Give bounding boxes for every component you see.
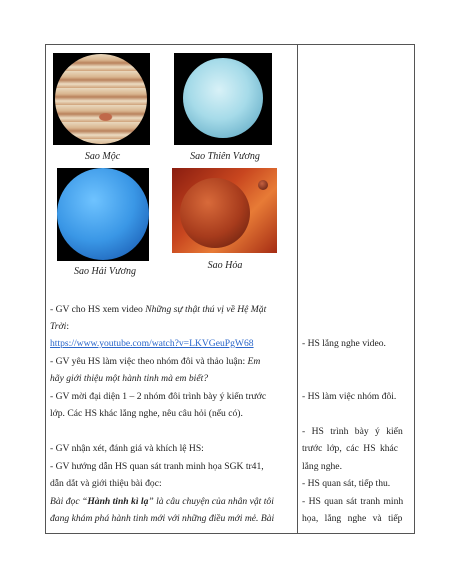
right-line-8: họa, lắng nghe và tiếp: [302, 513, 403, 524]
left-line-11: Bài đọc “Hành tinh kì lạ” là câu chuyện của nhân vật tôi: [50, 496, 274, 507]
uranus-image: [174, 53, 272, 145]
jupiter-image: [53, 53, 150, 145]
right-line-5: lắng nghe.: [302, 461, 342, 472]
mars-image: [172, 168, 277, 253]
left-line-7: lớp. Các HS khác lắng nghe, nêu câu hỏi (nếu có).: [50, 408, 243, 419]
right-line-7: - HS quan sát tranh minh: [302, 496, 404, 507]
uranus-caption: Sao Thiên Vương: [190, 151, 260, 162]
left-line-1: - GV cho HS xem video Những sự thật thú vị về Hệ Mặt: [50, 304, 267, 315]
right-line-2: - HS làm việc nhóm đôi.: [302, 391, 397, 402]
left-line-5: hãy giới thiệu một hành tinh mà em biết?: [50, 373, 209, 384]
video-link[interactable]: https://www.youtube.com/watch?v=LKVGeuPgW68: [50, 338, 254, 349]
column-divider: [297, 44, 298, 534]
left-line-4: - GV yêu HS làm việc theo nhóm đôi và thảo luận: Em: [50, 356, 261, 367]
right-line-1: - HS lắng nghe video.: [302, 338, 386, 349]
mars-planet: [180, 178, 250, 248]
left-line-8: - GV nhận xét, đánh giá và khích lệ HS:: [50, 443, 204, 454]
jupiter-caption: Sao Mộc: [84, 151, 121, 162]
jupiter-planet: [55, 54, 147, 144]
right-line-4: trước lớp, các HS khác: [302, 443, 399, 454]
right-line-3: - HS trình bày ý kiến: [302, 426, 403, 437]
neptune-caption: Sao Hải Vương: [74, 266, 136, 277]
mars-caption: Sao Hỏa: [207, 260, 243, 271]
left-line-9: - GV hướng dẫn HS quan sát tranh minh họa SGK tr41,: [50, 461, 264, 472]
left-line-6: - GV mời đại diện 1 – 2 nhóm đôi trình bày ý kiến trước: [50, 391, 267, 402]
uranus-planet: [183, 58, 263, 138]
neptune-image: [57, 168, 149, 261]
right-line-6: - HS quan sát, tiếp thu.: [302, 478, 391, 489]
left-line-2: Trời:: [50, 321, 69, 332]
neptune-planet: [57, 168, 149, 260]
left-line-12: đang khám phá hành tinh mới với những điều mới mẻ. Bài: [50, 513, 275, 524]
mars-moon: [258, 180, 268, 190]
left-line-10: dẫn dắt và giới thiệu bài đọc:: [50, 478, 162, 489]
